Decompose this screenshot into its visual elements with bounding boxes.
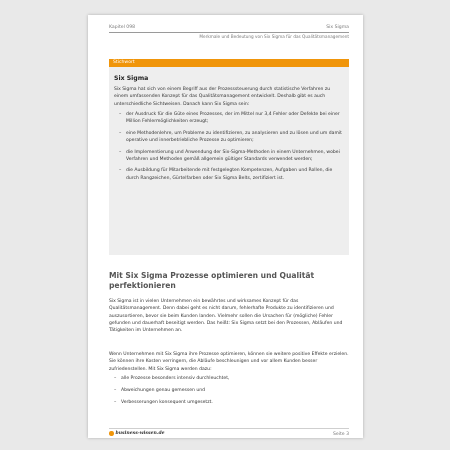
list-item: – die Implementierung und Anwendung der Six-Sigma-Methoden in einem Unternehmen, wobei Verfahren und Methoden gemäß allgemein gültiger Standards verwendet werden; bbox=[119, 149, 340, 162]
topic-label: Six Sigma bbox=[326, 25, 349, 30]
list-item-text: die Ausbildung für Mitarbeitende mit festgelegten Kompetenzen, Aufgaben und Rollen, die durch Rangzeichen, Gürtelfarben oder Six Sigma Belts, zertifiziert ist. bbox=[126, 168, 333, 181]
list-item-text: alle Prozesse besonders intensiv durchleuchtet, bbox=[121, 376, 230, 381]
chapter-label: Kapitel 098 bbox=[109, 25, 136, 30]
header-subtitle: Merkmale und Bedeutung von Six Sigma für das Qualitätsmanagement bbox=[199, 33, 349, 39]
brand-dot-icon bbox=[109, 431, 114, 436]
list-item: – Verbesserungen konsequent umgesetzt. bbox=[114, 399, 213, 405]
document-page bbox=[88, 15, 363, 438]
page-number: Seite 3 bbox=[332, 432, 349, 437]
list-item-text: Verbesserungen konsequent umgesetzt. bbox=[121, 399, 213, 405]
list-item: – Abweichungen genau gemessen und bbox=[114, 387, 206, 393]
section-heading: Mit Six Sigma Prozesse optimieren und Qualität perfektionieren bbox=[109, 271, 315, 291]
footer-brand: business-wissen.de bbox=[115, 431, 165, 436]
section-paragraph-1: Six Sigma ist in vielen Unternehmen ein bewährtes und wirksames Konzept für das Qualitätsmanagement. Denn dabei geht es nicht darum, fehlerhafte Produkte zu identifizieren und auszusortieren, bevor sie beim Kunden landen. Vielmehr sollen die Ursachen für (mögliche) Fehler gefunden und dauerhaft beseitigt werden. Das heißt: Six Sigma setzt bei den Prozessen, Abläufen und Tätigkeiten im Unternehmen an. bbox=[109, 299, 343, 334]
list-item: – der Ausdruck für die Güte eines Prozesses, der im Mittel nur 3,4 Fehler oder Defekte bei einer Million Fehlermöglichkeiten erzeugt; bbox=[119, 112, 340, 125]
keyword-intro: Six Sigma hat sich von einem Begriff aus der Prozesssteuerung durch statistische Verfahren zu einem umfassenden Konzept für das Qualitätsmanagement entwickelt. Deshalb gibt es auch unterschiedliche Sichtweisen. Danach kann Six Sigma sein: bbox=[114, 87, 331, 107]
keyword-bar: Stichwort bbox=[109, 59, 349, 67]
list-item: – die Ausbildung für Mitarbeitende mit festgelegten Kompetenzen, Aufgaben und Rollen, die durch Rangzeichen, Gürtelfarben oder Six Sigma Belts, zertifiziert ist. bbox=[119, 168, 333, 181]
footer-logo[interactable] bbox=[109, 431, 165, 436]
list-item: – eine Methodenlehre, um Probleme zu identifizieren, zu analysieren und zu lösen und um damit operative und innerbetriebliche Prozesse zu optimieren; bbox=[119, 130, 342, 144]
footer-divider bbox=[109, 428, 349, 429]
keyword-list bbox=[114, 111, 342, 186]
list-item: – alle Prozesse besonders intensiv durchleuchtet, bbox=[114, 376, 230, 381]
list-item-text: der Ausdruck für die Güte eines Prozesses, der im Mittel nur 3,4 Fehler oder Defekte bei einer Million Fehlermöglichkeiten erzeugt; bbox=[126, 112, 340, 125]
keyword-box bbox=[109, 59, 349, 255]
benefit-list bbox=[109, 375, 349, 410]
list-item-text: Abweichungen genau gemessen und bbox=[121, 387, 206, 393]
section-paragraph-2: Wenn Unternehmen mit Six Sigma ihre Prozesse optimieren, können sie weitere positive Effekte erzielen. Sie können ihre Kosten verringern, die Abläufe beschleunigen und vor allem Kunden besser zufriedenstellen. Mit Six Sigma werden dazu: bbox=[109, 352, 349, 372]
list-item-text: die Implementierung und Anwendung der Six-Sigma-Methoden in einem Unternehmen, wobei Verfahren und Methoden gemäß allgemein gültiger Standards verwendet werden; bbox=[126, 149, 340, 162]
list-item-text: eine Methodenlehre, um Probleme zu identifizieren, zu analysieren und zu lösen und um damit operative und innerbetriebliche Prozesse zu optimieren; bbox=[126, 130, 342, 144]
keyword-title: Six Sigma bbox=[114, 75, 149, 82]
